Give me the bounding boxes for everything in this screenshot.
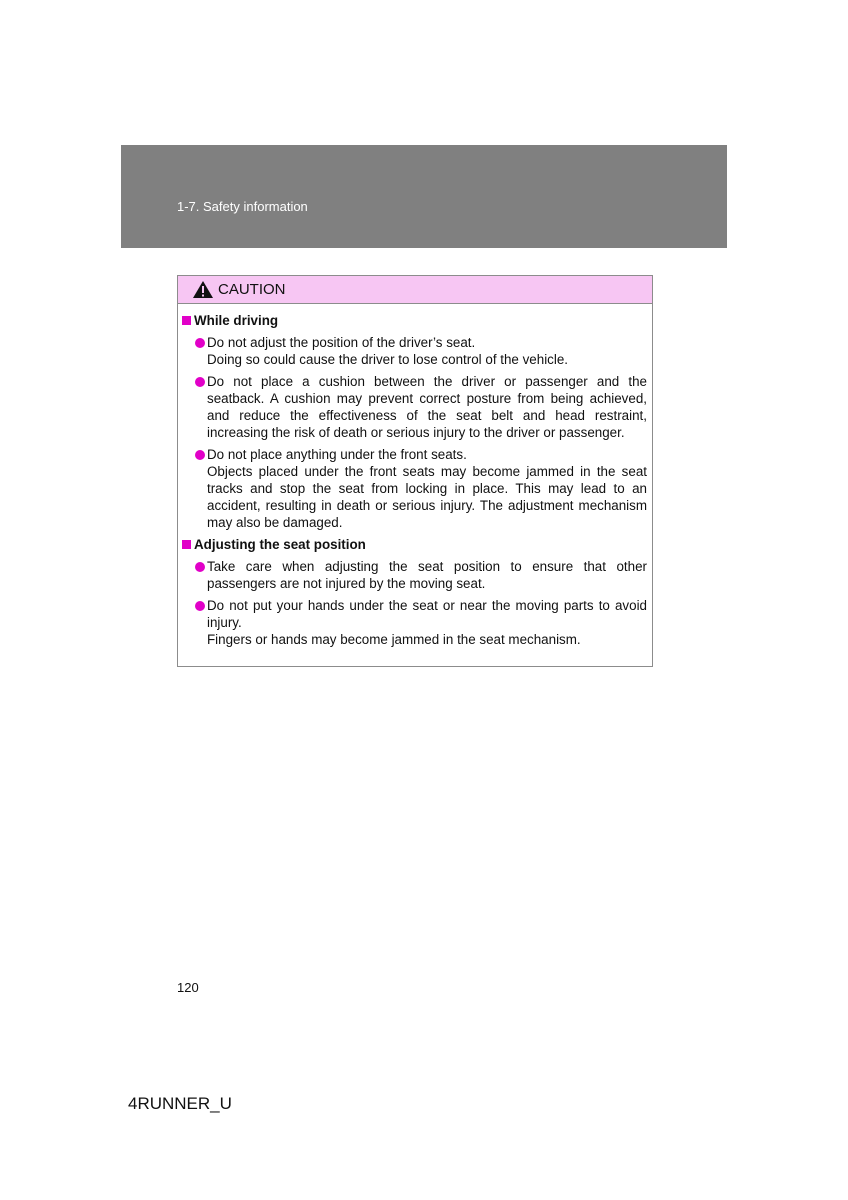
bullet-text: Do not put your hands under the seat or near the moving parts to avoid injury. bbox=[207, 598, 647, 630]
bullet-text: Fingers or hands may become jammed in the seat mechanism. bbox=[207, 632, 581, 647]
square-bullet-icon bbox=[182, 540, 191, 549]
round-bullet-icon bbox=[195, 562, 205, 572]
bullet-text: Do not adjust the position of the driver’s seat. bbox=[207, 335, 476, 350]
caution-label: CAUTION bbox=[218, 281, 286, 298]
section-heading-while-driving bbox=[182, 312, 647, 329]
page-number: 120 bbox=[177, 980, 199, 995]
square-bullet-icon bbox=[182, 316, 191, 325]
section-heading-adjusting-seat bbox=[182, 536, 647, 553]
header-band bbox=[121, 145, 727, 248]
section-title: 1-7. Safety information bbox=[177, 199, 308, 214]
round-bullet-icon bbox=[195, 338, 205, 348]
footer-model: 4RUNNER_U bbox=[128, 1094, 232, 1113]
round-bullet-icon bbox=[195, 450, 205, 460]
bullet-text: Objects placed under the front seats may become jammed in the seat tracks and stop the seat from locking in place. This may lead to an accident, resulting in death or serious injury. The adjustment mechanism may also be damaged. bbox=[207, 464, 647, 530]
section-heading-text: Adjusting the seat position bbox=[194, 537, 366, 552]
caution-header bbox=[178, 276, 652, 304]
list-item bbox=[195, 446, 647, 531]
warning-triangle-icon bbox=[192, 280, 214, 299]
bullet-text: Take care when adjusting the seat position to ensure that other passengers are not injured by the moving seat. bbox=[207, 559, 647, 591]
list-item bbox=[195, 597, 647, 648]
list-item bbox=[195, 373, 647, 441]
list-item bbox=[195, 558, 647, 592]
round-bullet-icon bbox=[195, 601, 205, 611]
bullet-text: Doing so could cause the driver to lose control of the vehicle. bbox=[207, 352, 569, 367]
bullet-text: Do not place anything under the front seats. bbox=[207, 447, 467, 462]
bullet-text: Do not place a cushion between the driver or passenger and the seatback. A cushion may prevent correct posture from being achieved, and reduce the effectiveness of the seat belt and head restraint, increasing the risk of death or serious injury to the driver or passenger. bbox=[207, 374, 647, 440]
section-heading-text: While driving bbox=[194, 313, 279, 328]
list-item bbox=[195, 334, 647, 368]
caution-box bbox=[177, 275, 653, 667]
caution-content bbox=[178, 304, 652, 648]
round-bullet-icon bbox=[195, 377, 205, 387]
